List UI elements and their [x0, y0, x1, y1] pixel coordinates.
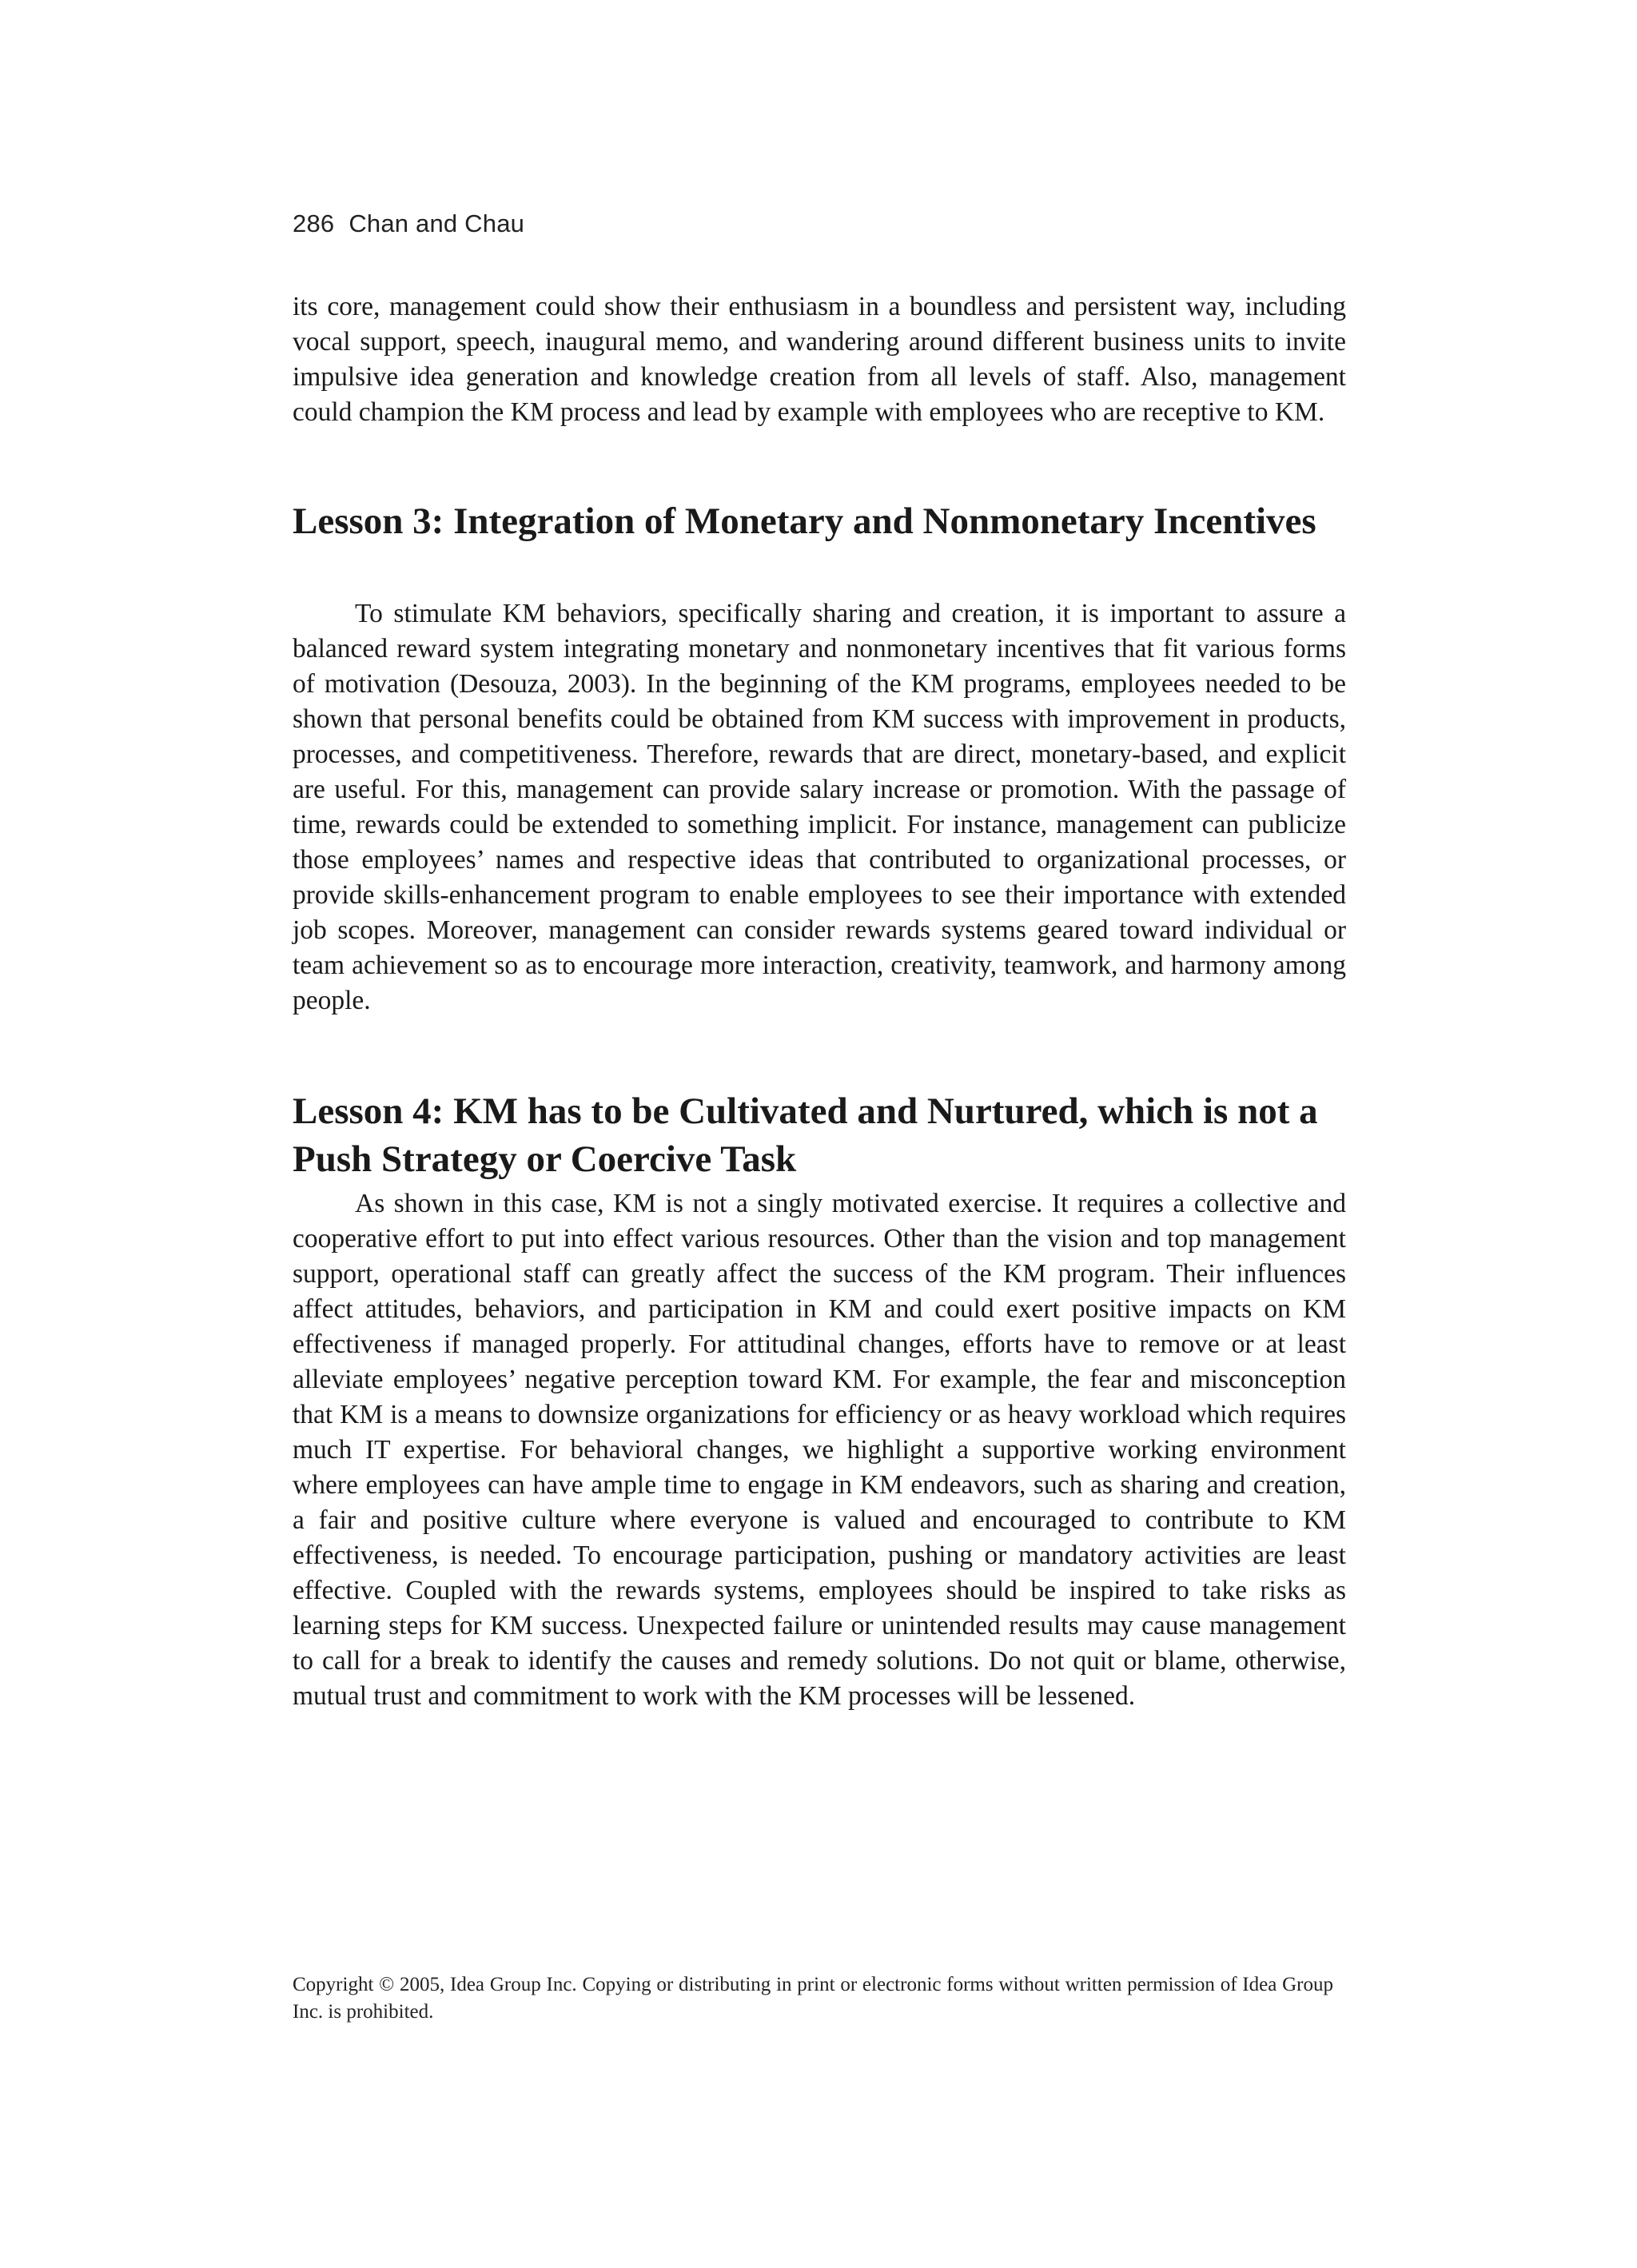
intro-section	[293, 289, 1346, 430]
lesson3-heading: Lesson 3: Integration of Monetary and Nonmonetary Incentives	[293, 500, 1316, 542]
intro-paragraph: its core, management could show their enthusiasm in a boundless and persistent way, including vocal support, speech, inaugural memo, and wandering around different business units to invite impulsive idea generation and knowledge creation from all levels of staff. Also, management could champion the KM process and lead by example with employees who are receptive to KM.	[293, 292, 1346, 427]
lesson4-section	[293, 1186, 1346, 1714]
lesson4-paragraph: As shown in this case, KM is not a singly motivated exercise. It requires a collective and cooperative effort to put into effect various resources. Other than the vision and top management support, operational staff can greatly affect the success of the KM program. Their influences affect attitudes, behaviors, and participation in KM and could exert positive impacts on KM effectiveness if managed properly. For attitudinal changes, efforts have to remove or at least alleviate employees’ negative perception toward KM. For example, the fear and misconception that KM is a means to downsize organizations for efficiency or as heavy workload which requires much IT expertise. For behavioral changes, we highlight a supportive working environment where employees can have ample time to engage in KM endeavors, such as sharing and creation, a fair and positive culture where everyone is valued and encouraged to contribute to KM effectiveness, is needed. To encourage participation, pushing or mandatory activities are least effective. Coupled with the rewards systems, employees should be inspired to take risks as learning steps for KM success. Unexpected failure or unintended results may cause management to call for a break to identify the causes and remedy solutions. Do not quit or blame, otherwise, mutual trust and commitment to work with the KM processes will be lessened.	[293, 1189, 1346, 1711]
running-head	[293, 209, 524, 238]
copyright-notice: Copyright © 2005, Idea Group Inc. Copying or distributing in print or electronic forms without written permission of Idea Group Inc. is prohibited.	[293, 1974, 1333, 2023]
lesson3-paragraph: To stimulate KM behaviors, specifically sharing and creation, it is important to assure a balanced reward system integrating monetary and nonmonetary incentives that fit various forms of motivation (Desouza, 2003). In the beginning of the KM programs, employees needed to be shown that personal benefits could be obtained from KM success with improvement in products, processes, and competitiveness. Therefore, rewards that are direct, monetary-based, and explicit are useful. For this, management can provide salary increase or promotion. With the passage of time, rewards could be extended to something implicit. For instance, management can publicize those employees’ names and respective ideas that contributed to organizational processes, or provide skills-enhancement program to enable employees to see their importance with extended job scopes. Moreover, management can consider rewards systems geared toward individual or team achievement so as to encourage more interaction, creativity, teamwork, and harmony among people.	[293, 599, 1346, 1015]
page-number: 286	[293, 209, 335, 237]
running-head-authors: Chan and Chau	[349, 209, 525, 237]
lesson3-section	[293, 596, 1346, 1018]
lesson4-heading: Lesson 4: KM has to be Cultivated and Nurtured, which is not a Push Strategy or Coercive Task	[293, 1090, 1318, 1180]
